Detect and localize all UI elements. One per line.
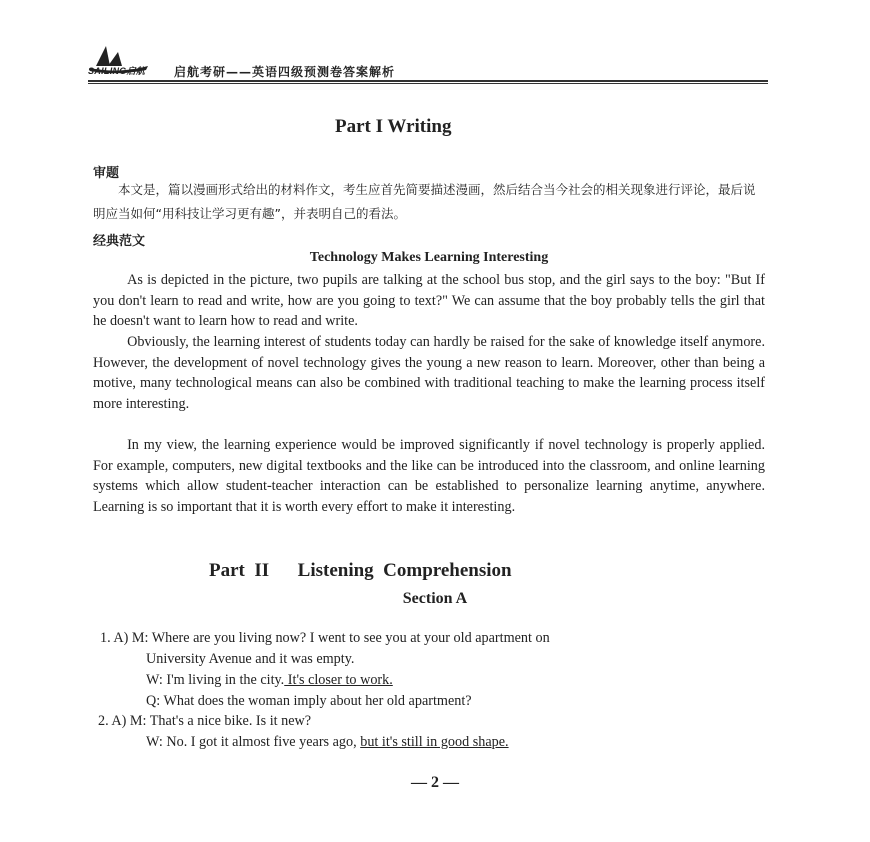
part1-title: Part I Writing	[335, 116, 452, 137]
q1-woman-prefix: W: I'm living in the city.	[146, 672, 285, 688]
q1-man-line-2: University Avenue and it was empty.	[146, 651, 355, 667]
essay-title: Technology Makes Learning Interesting	[309, 250, 549, 265]
q2-woman-line	[146, 734, 509, 751]
q1-question: Q: What does the woman imply about her old apartment?	[146, 693, 472, 709]
q2-woman-underlined: but it's still in good shape.	[360, 734, 509, 750]
q1-woman-line	[146, 672, 393, 689]
review-heading: 审题	[93, 166, 120, 181]
part2-title-text: Part II Listening Comprehension	[209, 560, 512, 581]
header-title: 启航考研——英语四级预测卷答案解析	[174, 65, 396, 79]
logo-text: SAILING启航	[88, 66, 146, 76]
section-a-title: Section A	[402, 590, 468, 607]
q1-man-line-1: 1. A) M: Where are you living now? I went to see you at your old apartment on	[100, 630, 550, 646]
essay-paragraph-2: Obviously, the learning interest of students today can hardly be raised for the sake of knowledge itself anymore. However, the development of novel technology gives the young a new reason to learn. Moreover, other than being a motive, many technological means can also be combined with traditional teaching to make the learning process itself more interesting.	[93, 334, 765, 412]
q2-woman-prefix: W: No. I got it almost five years ago,	[146, 734, 361, 750]
model-heading: 经典范文	[93, 234, 146, 249]
part2-title	[209, 560, 512, 582]
essay-paragraph-1: As is depicted in the picture, two pupils are talking at the school bus stop, and the girl says to the boy: "But If you don't learn to read and write, how are you going to text?" We can assume that the boy probably tells the girl that he doesn't want to learn how to read and write.	[93, 272, 765, 329]
header-divider	[88, 80, 768, 82]
review-text: 本文是，篇以漫画形式给出的材料作文，考生应首先简要描述漫画，然后结合当今社会的相关现象进行评论，最后说明应当如何“用科技让学习更有趣”，并表明自己的看法。	[93, 182, 756, 221]
essay-paragraph-3: In my view, the learning experience would be improved significantly if novel technology is properly applied. For example, computers, new digital textbooks and the like can be introduced into the classroom, and online learning systems which allow student-teacher interaction can be established to personalize learning anytime, anywhere. Learning is so important that it is worth every effort to make it interesting.	[93, 437, 765, 515]
q1-woman-underlined: It's closer to work.	[284, 672, 393, 688]
page-number: — 2 —	[411, 774, 459, 791]
q2-man-line: 2. A) M: That's a nice bike. Is it new?	[98, 713, 312, 729]
header-divider-thin	[88, 83, 768, 84]
page-header	[88, 38, 768, 78]
